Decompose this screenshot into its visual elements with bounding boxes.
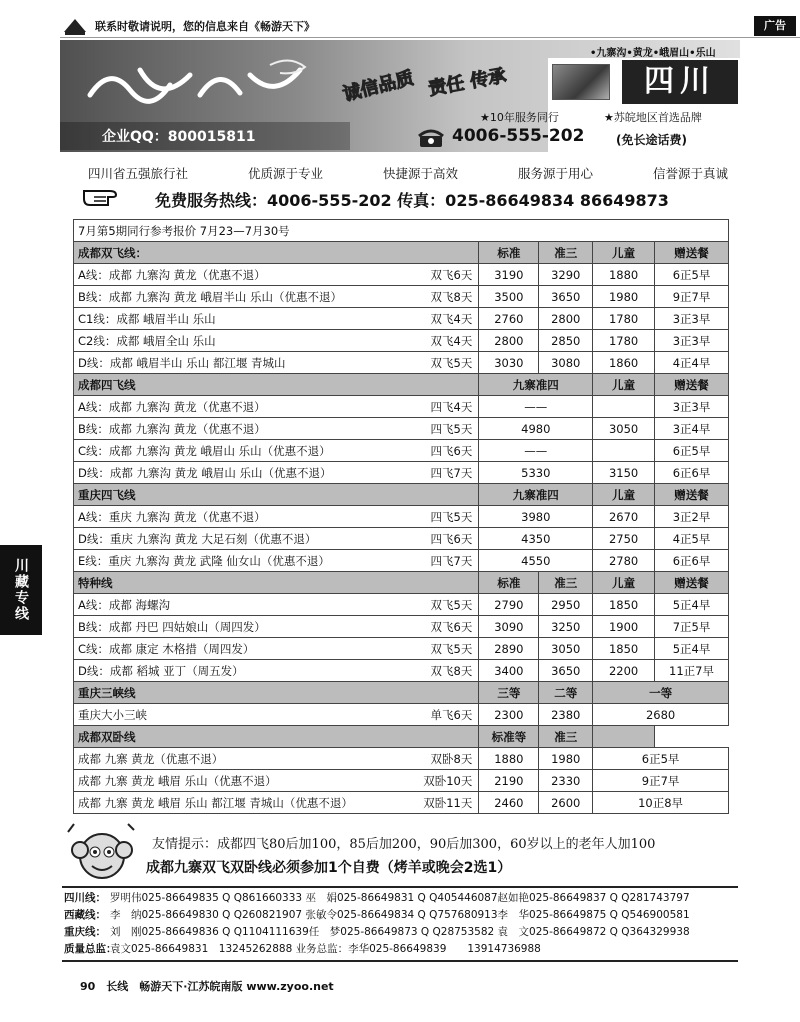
table-row [74, 286, 729, 308]
route-duration: 四飞4天 [430, 400, 473, 414]
section-title: 成都双飞线： [74, 242, 479, 264]
price-cell: 1850 [593, 594, 655, 616]
column-header: 九寨准四 [479, 484, 593, 506]
route-cell [74, 330, 479, 352]
price-cell [593, 396, 655, 418]
column-header-empty [593, 726, 655, 748]
column-header: 准三 [539, 726, 593, 748]
route-name: C1线：成都 峨眉半山 乐山 [78, 311, 216, 326]
contact-label: 西藏线： [64, 909, 106, 921]
price-cell: 2670 [593, 506, 655, 528]
route-duration: 双卧10天 [423, 774, 473, 788]
contact-row [64, 890, 736, 907]
price-cell: 6正5早 [655, 264, 729, 286]
route-cell [74, 308, 479, 330]
route-name: A线：成都 九寨沟 黄龙（优惠不退） [78, 267, 266, 282]
section-header-row [74, 682, 729, 704]
service-brand: ★苏皖地区首选品牌 [604, 111, 702, 124]
price-cell: 3150 [593, 462, 655, 484]
price-cell: 3030 [479, 352, 539, 374]
route-cell [74, 506, 479, 528]
feature-item: 四川省五强旅行社 [88, 166, 189, 181]
table-row [74, 330, 729, 352]
route-name: B线：成都 丹巴 四姑娘山（周四发） [78, 619, 266, 634]
route-duration: 双飞5天 [430, 598, 473, 612]
price-cell: 3500 [479, 286, 539, 308]
price-cell: 2300 [479, 704, 539, 726]
contact-row [64, 941, 736, 958]
section-header-row [74, 242, 729, 264]
price-cell: 6正6早 [655, 462, 729, 484]
price-cell: 5正4早 [655, 594, 729, 616]
price-cell: 3650 [539, 286, 593, 308]
route-name: C线：成都 九寨沟 黄龙 峨眉山 乐山（优惠不退） [78, 443, 331, 458]
price-cell: 1850 [593, 638, 655, 660]
price-cell: 1780 [593, 330, 655, 352]
table-row [74, 528, 729, 550]
route-duration: 四飞6天 [430, 444, 473, 458]
route-cell [74, 286, 479, 308]
price-cell: 1780 [593, 308, 655, 330]
column-header: 儿童 [593, 484, 655, 506]
route-name: C线：成都 康定 木格措（周四发） [78, 641, 255, 656]
price-cell: 3650 [539, 660, 593, 682]
price-cell [593, 440, 655, 462]
contact-row [64, 924, 736, 941]
banner-title: 四川 [622, 60, 738, 104]
table-row [74, 506, 729, 528]
contact-text: 罗明伟025-86649835 Q Q861660333 巫 娟025-86649831 Q Q405446087赵如艳025-86649837 Q Q281743797 [110, 892, 690, 904]
contact-label: 四川线： [64, 892, 106, 904]
price-cell: 4正4早 [655, 352, 729, 374]
scenery-photo [552, 64, 610, 100]
table-row [74, 616, 729, 638]
route-duration: 双飞6天 [430, 268, 473, 282]
price-cell: —— [479, 396, 593, 418]
column-header: 准三 [539, 242, 593, 264]
price-cell: 3190 [479, 264, 539, 286]
features-row [88, 164, 728, 182]
price-cell: 2460 [479, 792, 539, 814]
route-name: 成都 九寨 黄龙 峨眉 乐山（优惠不退） [78, 773, 277, 788]
price-cell: 3250 [539, 616, 593, 638]
feature-item: 优质源于专业 [247, 166, 323, 181]
section-header-row [74, 726, 729, 748]
table-row [74, 308, 729, 330]
price-cell: 5330 [479, 462, 593, 484]
price-cell: 7正5早 [655, 616, 729, 638]
column-header: 儿童 [593, 374, 655, 396]
route-name: D线：成都 九寨沟 黄龙 峨眉山 乐山（优惠不退） [78, 465, 332, 480]
route-duration: 四飞5天 [430, 510, 473, 524]
column-header: 二等 [539, 682, 593, 704]
ad-tag: 广告 [754, 16, 796, 36]
route-duration: 四飞5天 [430, 422, 473, 436]
route-duration: 双飞6天 [430, 620, 473, 634]
phone-note: (免长途话费) [616, 133, 687, 147]
route-cell [74, 616, 479, 638]
route-cell [74, 462, 479, 484]
route-cell [74, 440, 479, 462]
price-cell: 2890 [479, 638, 539, 660]
table-title: 7月第5期同行参考报价 7月23—7月30号 [74, 220, 729, 242]
table-row [74, 594, 729, 616]
column-header: 赠送餐 [655, 572, 729, 594]
price-cell: 11正7早 [655, 660, 729, 682]
route-duration: 四飞7天 [430, 466, 473, 480]
price-cell: 6正6早 [655, 550, 729, 572]
route-name: 成都 九寨 黄龙（优惠不退） [78, 751, 224, 766]
price-cell: 3050 [593, 418, 655, 440]
company-qq: 企业QQ：800015811 [102, 129, 256, 145]
route-duration: 双飞8天 [430, 290, 473, 304]
table-row [74, 770, 729, 792]
price-cell: 4350 [479, 528, 593, 550]
price-cell: 3080 [539, 352, 593, 374]
section-title: 成都四飞线 [74, 374, 479, 396]
price-cell: 2800 [479, 330, 539, 352]
contact-row [64, 907, 736, 924]
route-cell [74, 264, 479, 286]
price-cell: 3400 [479, 660, 539, 682]
route-name: A线：成都 海螺沟 [78, 597, 171, 612]
section-title: 重庆三峡线 [74, 682, 479, 704]
source-notice: 联系时敬请说明，您的信息来自《畅游天下》 [95, 20, 315, 33]
column-header: 准三 [539, 572, 593, 594]
price-cell: 10正8早 [593, 792, 729, 814]
route-duration: 双飞4天 [430, 312, 473, 326]
route-cell [74, 704, 479, 726]
contacts-block [62, 886, 738, 962]
route-cell [74, 396, 479, 418]
table-row [74, 440, 729, 462]
price-cell: 1900 [593, 616, 655, 638]
section-title: 特种线 [74, 572, 479, 594]
price-cell: 3正4早 [655, 418, 729, 440]
service-years: ★10年服务同行 [480, 111, 559, 124]
table-row [74, 352, 729, 374]
price-cell: 1860 [593, 352, 655, 374]
table-row [74, 418, 729, 440]
section-header-row [74, 572, 729, 594]
table-row [74, 638, 729, 660]
route-cell [74, 528, 479, 550]
route-name: D线：成都 稻城 亚丁（周五发） [78, 663, 244, 678]
monkey-mascot-icon [62, 820, 142, 888]
price-cell: 2680 [593, 704, 729, 726]
feature-item: 快捷源于高效 [382, 166, 458, 181]
route-duration: 四飞7天 [430, 554, 473, 568]
price-cell: 1980 [593, 286, 655, 308]
table-row [74, 660, 729, 682]
price-cell: 3090 [479, 616, 539, 638]
slogan-responsibility: 责任 传承 [427, 65, 508, 100]
route-name: 成都 九寨 黄龙 峨眉 乐山 都江堰 青城山（优惠不退） [78, 795, 353, 810]
route-name: A线：重庆 九寨沟 黄龙（优惠不退） [78, 509, 266, 524]
table-row [74, 550, 729, 572]
price-cell: 3正2早 [655, 506, 729, 528]
route-duration: 双飞4天 [430, 334, 473, 348]
column-header: 一等 [593, 682, 729, 704]
page-footer: 90 长线 畅游天下·江苏皖南版 www.zyoo.net [80, 980, 334, 993]
price-cell: 9正7早 [593, 770, 729, 792]
price-cell: 2600 [539, 792, 593, 814]
price-cell: 3050 [539, 638, 593, 660]
section-header-row [74, 374, 729, 396]
route-cell [74, 638, 479, 660]
destination-list: •九寨沟•黄龙•峨眉山•乐山 [590, 48, 716, 59]
price-cell: 4正5早 [655, 528, 729, 550]
price-cell: 2380 [539, 704, 593, 726]
column-header: 九寨准四 [479, 374, 593, 396]
price-cell: 2800 [539, 308, 593, 330]
column-header: 标准 [479, 242, 539, 264]
route-name: E线：重庆 九寨沟 黄龙 武隆 仙女山（优惠不退） [78, 553, 330, 568]
price-cell: 3正3早 [655, 330, 729, 352]
price-cell: 2790 [479, 594, 539, 616]
price-cell: 1880 [479, 748, 539, 770]
route-duration: 单飞6天 [430, 708, 473, 722]
magazine-logo-icon [62, 16, 88, 36]
company-logo [80, 55, 310, 117]
price-cell: 4980 [479, 418, 593, 440]
section-title: 重庆四飞线 [74, 484, 479, 506]
price-cell: 3290 [539, 264, 593, 286]
price-table [73, 219, 729, 814]
price-cell: 2760 [479, 308, 539, 330]
price-cell: 2200 [593, 660, 655, 682]
table-row [74, 396, 729, 418]
price-cell: 2190 [479, 770, 539, 792]
route-cell [74, 418, 479, 440]
route-duration: 双飞8天 [430, 664, 473, 678]
section-header-row [74, 484, 729, 506]
hotline: 免费服务热线：4006-555-202 传真：025-86649834 86649873 [155, 191, 669, 210]
route-cell [74, 352, 479, 374]
table-row [74, 748, 729, 770]
column-header: 标准等 [479, 726, 539, 748]
price-cell: 1980 [539, 748, 593, 770]
route-name: D线：成都 峨眉半山 乐山 都江堰 青城山 [78, 355, 286, 370]
route-duration: 双卧8天 [430, 752, 473, 766]
mandatory-notice: 成都九寨双飞双卧线必须参加1个自费（烤羊或晚会2选1） [146, 860, 512, 876]
column-header: 标准 [479, 572, 539, 594]
route-cell [74, 550, 479, 572]
column-header: 赠送餐 [655, 242, 729, 264]
contact-label: 质量总监： [64, 943, 117, 955]
column-header: 赠送餐 [655, 484, 729, 506]
price-cell: 2850 [539, 330, 593, 352]
route-name: 重庆大小三峡 [78, 707, 147, 722]
banner-phone: 4006-555-202 [452, 126, 585, 146]
table-row [74, 264, 729, 286]
route-name: D线：重庆 九寨沟 黄龙 大足石刻（优惠不退） [78, 531, 317, 546]
feature-item: 服务源于用心 [517, 166, 593, 181]
table-row [74, 220, 729, 242]
price-cell: —— [479, 440, 593, 462]
price-cell: 2330 [539, 770, 593, 792]
pointing-hand-icon [82, 183, 126, 209]
route-name: B线：成都 九寨沟 黄龙 峨眉半山 乐山（优惠不退） [78, 289, 343, 304]
route-name: B线：成都 九寨沟 黄龙（优惠不退） [78, 421, 266, 436]
price-cell: 3正3早 [655, 396, 729, 418]
route-name: A线：成都 九寨沟 黄龙（优惠不退） [78, 399, 266, 414]
route-cell [74, 594, 479, 616]
price-cell: 5正4早 [655, 638, 729, 660]
table-row [74, 704, 729, 726]
feature-item: 信誉源于真诚 [652, 166, 728, 181]
telephone-icon [418, 128, 444, 148]
table-row [74, 792, 729, 814]
route-duration: 双飞5天 [430, 642, 473, 656]
contact-text: 袁文025-86649831 13245262888 业务总监：李华025-86649839 13914736988 [110, 943, 541, 955]
friendly-tips: 友情提示：成都四飞80后加100，85后加200，90后加300，60岁以上的老年人加100 [152, 837, 656, 852]
price-cell: 4550 [479, 550, 593, 572]
route-duration: 四飞6天 [430, 532, 473, 546]
column-header: 赠送餐 [655, 374, 729, 396]
price-cell: 2950 [539, 594, 593, 616]
price-cell: 2750 [593, 528, 655, 550]
section-title: 成都双卧线 [74, 726, 479, 748]
price-cell: 6正5早 [593, 748, 729, 770]
price-cell: 3980 [479, 506, 593, 528]
contact-text: 刘 刚025-86649836 Q Q1104111639任 梦025-86649873 Q Q28753582 袁 文025-86649872 Q Q364329938 [110, 926, 690, 938]
route-duration: 双卧11天 [423, 796, 473, 810]
route-name: C2线：成都 峨眉全山 乐山 [78, 333, 216, 348]
route-cell [74, 770, 479, 792]
column-header: 三等 [479, 682, 539, 704]
price-cell: 2780 [593, 550, 655, 572]
price-cell: 3正3早 [655, 308, 729, 330]
price-cell: 6正5早 [655, 440, 729, 462]
table-row [74, 462, 729, 484]
price-cell: 1880 [593, 264, 655, 286]
route-cell [74, 748, 479, 770]
route-cell [74, 660, 479, 682]
route-duration: 双飞5天 [430, 356, 473, 370]
column-header: 儿童 [593, 572, 655, 594]
contact-text: 李 纳025-86649830 Q Q260821907 张敏令025-86649834 Q Q757680913李 华025-86649875 Q Q546900581 [110, 909, 690, 921]
column-header: 儿童 [593, 242, 655, 264]
contact-label: 重庆线： [64, 926, 106, 938]
price-cell: 9正7早 [655, 286, 729, 308]
side-tab: 川藏专线 [0, 545, 42, 635]
slogan-integrity: 诚信品质 [340, 67, 416, 106]
route-cell [74, 792, 479, 814]
